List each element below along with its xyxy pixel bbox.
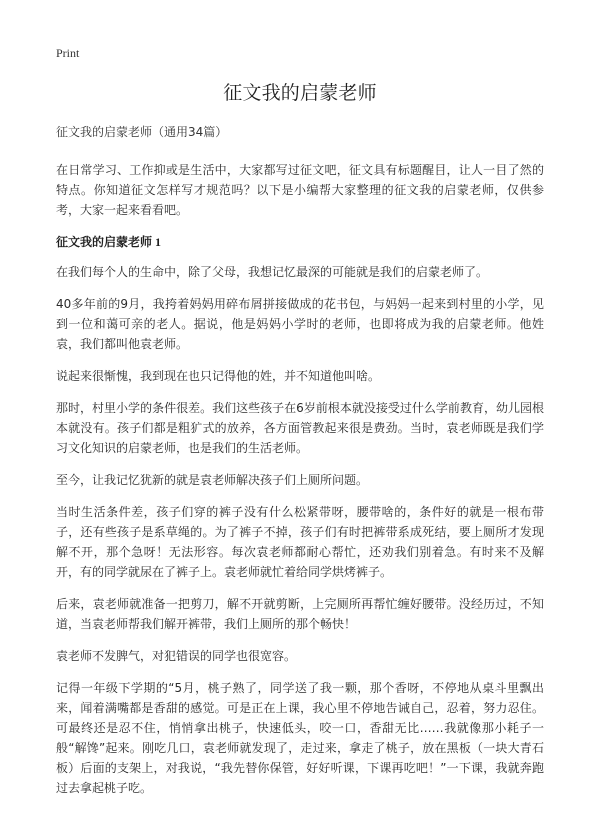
article-subtitle: 征文我的启蒙老师（通用34篇） — [56, 125, 228, 139]
paragraph-5: 至今，让我记忆犹新的就是袁老师解决孩子们上厕所问题。 — [56, 473, 369, 487]
paragraph-9: 记得一年级下学期的“5月，桃子熟了，同学送了我一颗，那个香呀，不停地从桌斗里飘出来，闻着满嘴都是香甜的感觉。可是正在上课，我心里不停地告诫自己，忍着，努力忍住。可最终还是忍不住，悄悄拿出桃子，快速低头，咬一口，香甜无比……我就像那小耗子一般“解馋”起来。刚吃几口，袁老师就发现了，走过来，拿走了桃子，放在黑板（一块大青石板）后面的支架上，对我说，“我先替你保管，好好听课，下课再吃吧！”一下课，我就奔跑过去拿起桃子吃。 — [56, 681, 544, 795]
paragraph-2: 40多年前的9月，我挎着妈妈用碎布屑拼接做成的花书包，与妈妈一起来到村里的小学，见到一位和蔼可亲的老人。据说，他是妈妈小学时的老师，也即将成为我的启蒙老师。他姓袁，我们都叫他袁老师。 — [56, 297, 544, 351]
page-title: 征文我的启蒙老师 — [223, 82, 377, 104]
paragraph-8: 袁老师不发脾气，对犯错误的同学也很宽容。 — [56, 649, 297, 663]
paragraph-6: 当时生活条件差，孩子们穿的裤子没有什么松紧带呀，腰带啥的，条件好的就是一根布带子，还有些孩子是系草绳的。为了裤子不掉，孩子们有时把裤带系成死结，要上厕所才发现解不开，那个急呀！无法形容。每次袁老师都耐心帮忙，还劝我们别着急。有时来不及解开，有的同学就尿在了裤子上。袁老师就忙着给同学烘烤裤子。 — [56, 505, 544, 579]
print-link[interactable]: Print — [56, 46, 80, 60]
paragraph-4: 那时，村里小学的条件很差。我们这些孩子在6岁前根本就没接受过什么学前教育，幼儿园根本就没有。孩子们都是粗犷式的放养，各方面管教起来很是费劲。当时，袁老师既是我们学习文化知识的启蒙老师，也是我们的生活老师。 — [56, 401, 544, 455]
paragraph-1: 在我们每个人的生命中，除了父母，我想记忆最深的可能就是我们的启蒙老师了。 — [56, 265, 489, 279]
section-heading: 征文我的启蒙老师 1 — [56, 235, 162, 249]
intro-paragraph: 在日常学习、工作抑或是生活中，大家都写过征文吧，征文具有标题醒目，让人一目了然的特点。你知道征文怎样写才规范吗？以下是小编帮大家整理的征文我的启蒙老师，仅供参考，大家一起来看看吧。 — [56, 163, 544, 217]
paragraph-3: 说起来很惭愧，我到现在也只记得他的姓，并不知道他叫啥。 — [56, 369, 381, 383]
article-content — [56, 122, 544, 810]
paragraph-7: 后来，袁老师就准备一把剪刀，解不开就剪断，上完厕所再帮忙缠好腰带。没经历过，不知道，当袁老师帮我们解开裤带，我们上厕所的那个畅快！ — [56, 597, 544, 631]
